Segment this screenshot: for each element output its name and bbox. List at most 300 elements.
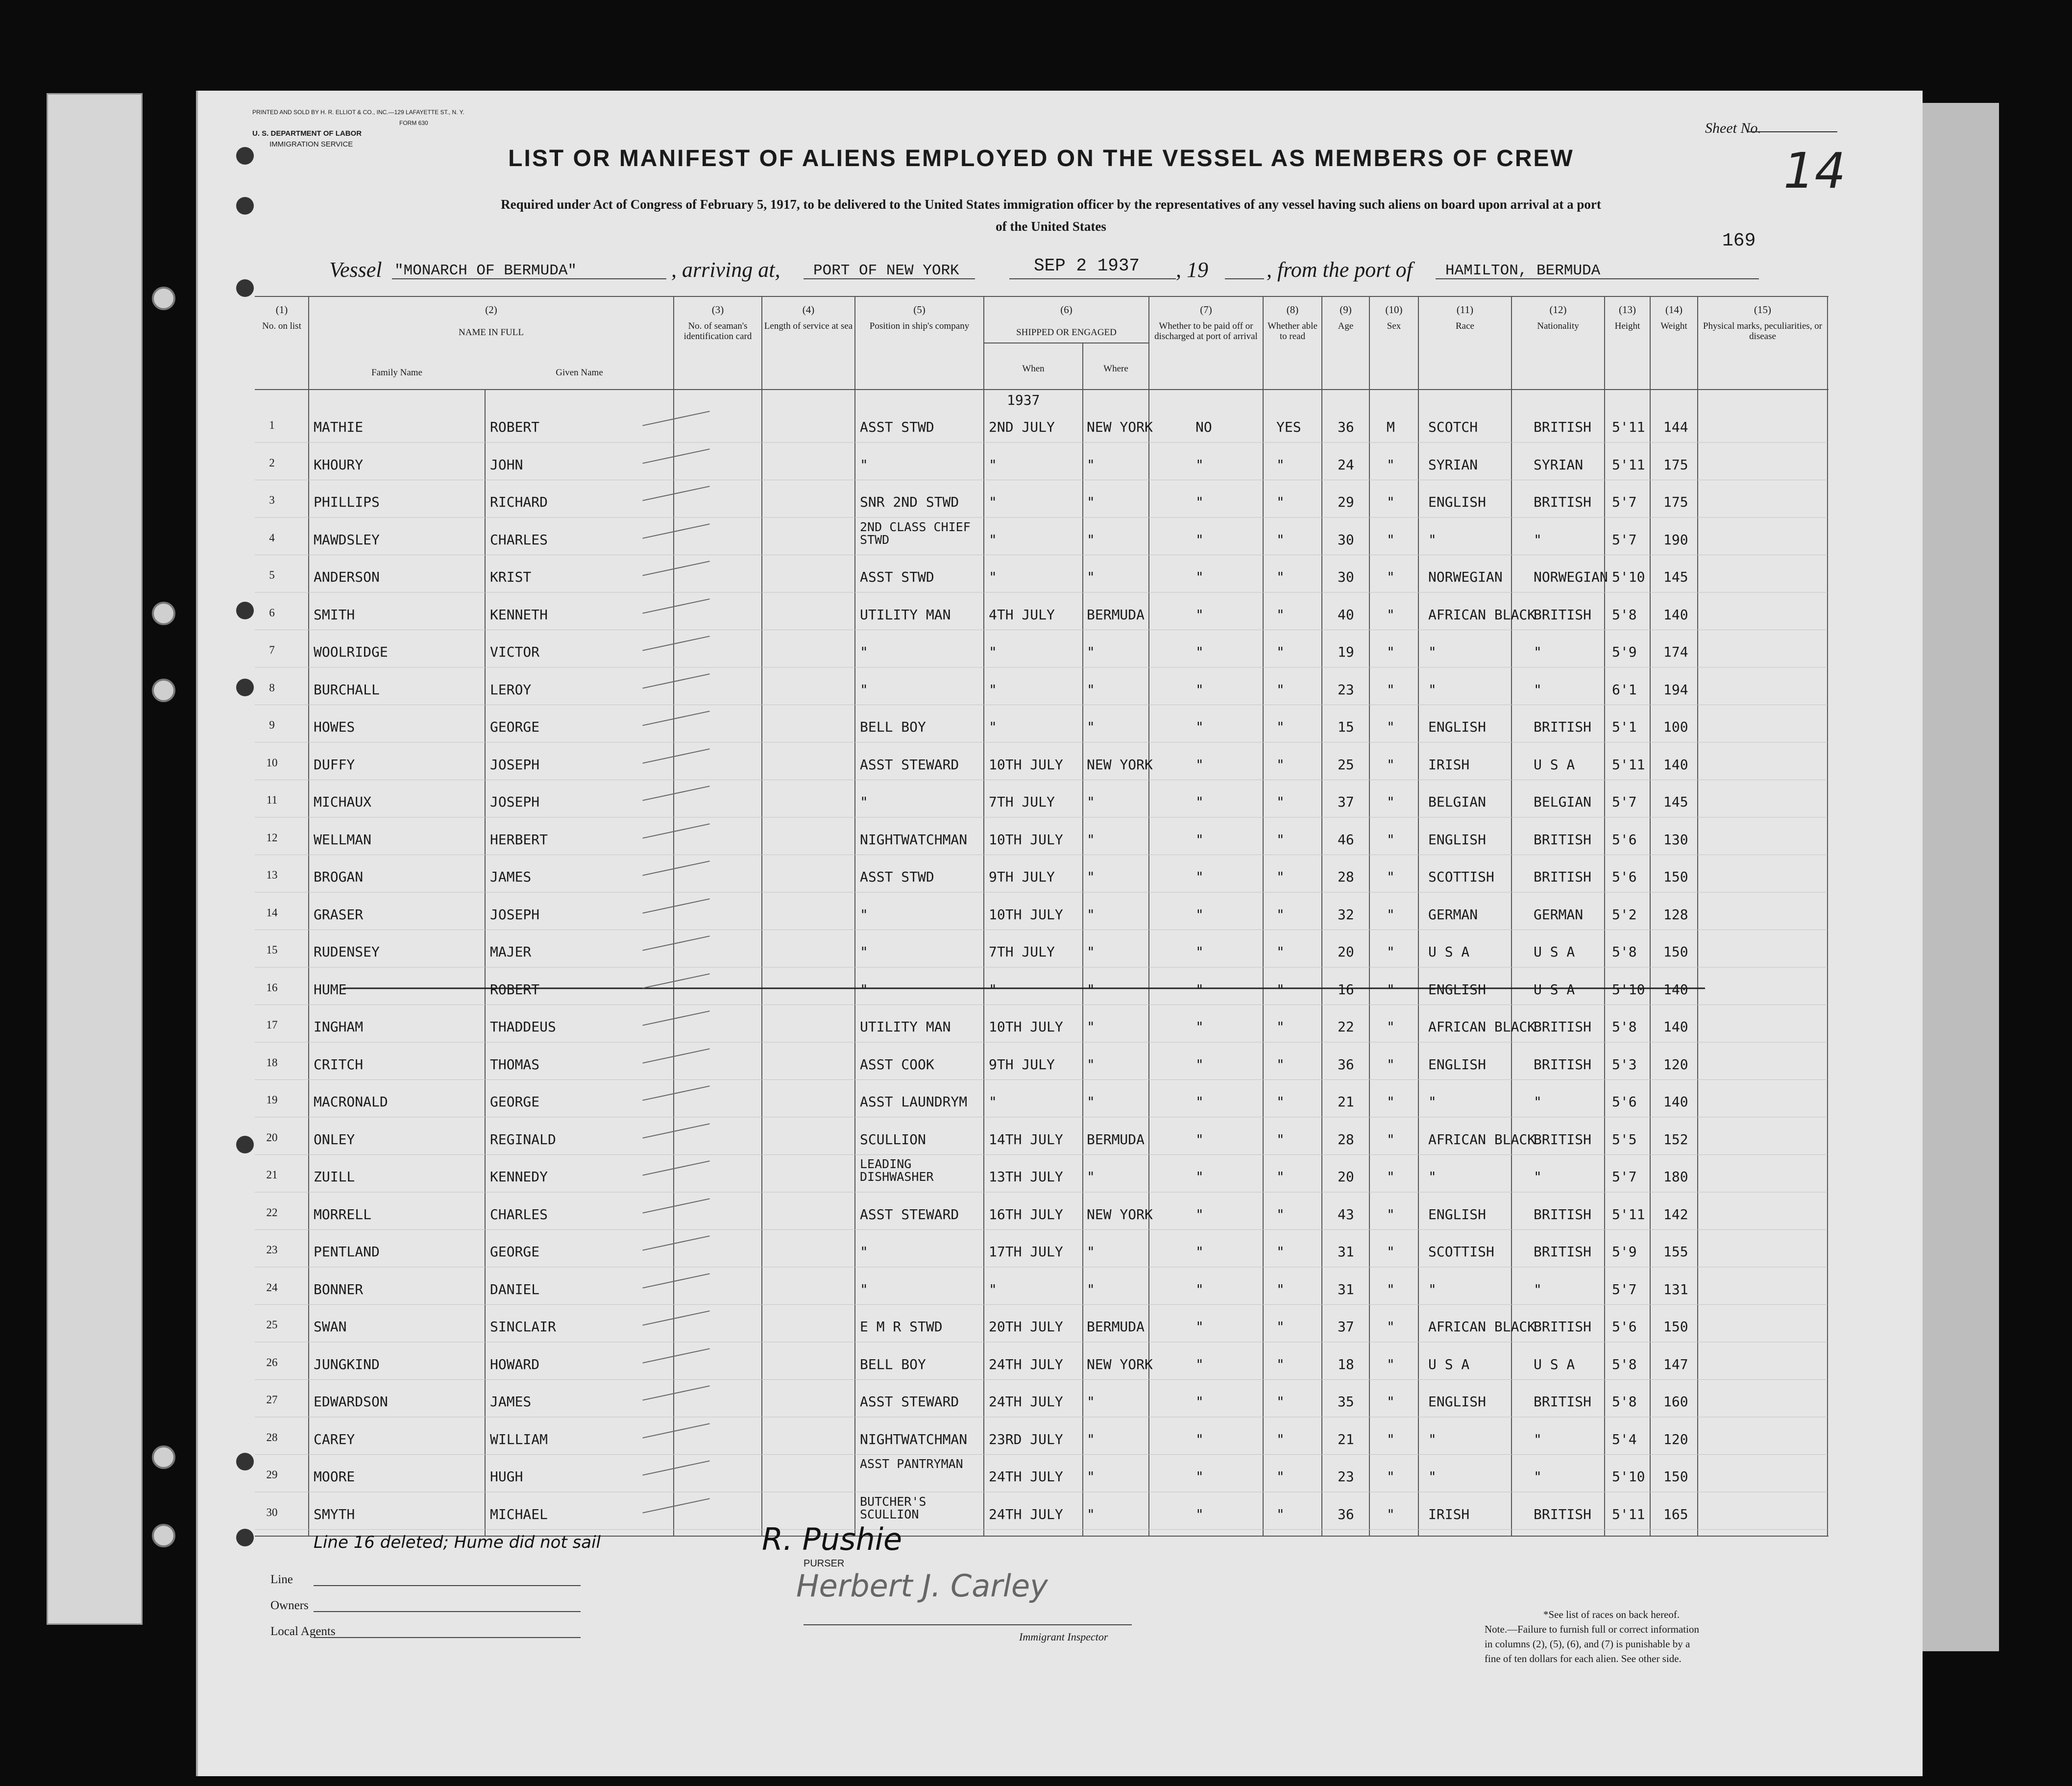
cell-height: 5'8 — [1612, 1019, 1637, 1035]
cell-given: RICHARD — [490, 494, 548, 510]
cell-race: ENGLISH — [1428, 1056, 1487, 1073]
cell-race: AFRICAN BLACK — [1428, 1019, 1536, 1035]
cell-sex: " — [1387, 569, 1395, 585]
owners-field[interactable] — [314, 1611, 581, 1612]
cell-no: 3 — [269, 494, 275, 506]
column-number: (13) — [1619, 304, 1636, 316]
cell-given: VICTOR — [490, 644, 540, 660]
cell-race: U S A — [1428, 944, 1470, 960]
cell-sex: " — [1387, 606, 1395, 623]
cell-where: " — [1087, 569, 1095, 585]
cell-where: " — [1087, 494, 1095, 510]
cell-age: 40 — [1338, 606, 1354, 623]
cell-height: 5'2 — [1612, 906, 1637, 923]
cell-age: 15 — [1338, 719, 1354, 735]
cell-paid: " — [1195, 1506, 1204, 1522]
cell-weight: 120 — [1663, 1431, 1688, 1447]
cell-weight: 160 — [1663, 1394, 1688, 1410]
cell-race: NORWEGIAN — [1428, 569, 1503, 585]
cell-sex: " — [1387, 1431, 1395, 1447]
cell-height: 5'7 — [1612, 1281, 1637, 1297]
column-heading: Whether able to read — [1268, 321, 1317, 342]
cell-no: 7 — [269, 644, 275, 656]
cell-weight: 140 — [1663, 606, 1688, 623]
cell-read: " — [1276, 1206, 1285, 1223]
cell-race: ENGLISH — [1428, 1206, 1487, 1223]
column-heading: Weight — [1660, 321, 1687, 331]
cell-weight: 120 — [1663, 1056, 1688, 1073]
cell-race: " — [1428, 1468, 1437, 1485]
cell-no: 6 — [269, 606, 275, 619]
cell-given: JOSEPH — [490, 756, 540, 773]
cell-paid: " — [1195, 569, 1204, 585]
cell-nat: " — [1534, 531, 1542, 548]
cell-no: 26 — [266, 1356, 278, 1369]
cell-family: BONNER — [314, 1281, 364, 1297]
cell-read: " — [1276, 494, 1285, 510]
line-field[interactable] — [314, 1585, 581, 1586]
cell-family: MOORE — [314, 1468, 355, 1485]
cell-read: " — [1276, 794, 1285, 810]
cell-family: PENTLAND — [314, 1244, 380, 1260]
cell-position: ASST STEWARD — [860, 1394, 959, 1410]
cell-position: " — [860, 456, 868, 473]
cell-nat: U S A — [1534, 756, 1575, 773]
cell-where: BERMUDA — [1087, 606, 1145, 623]
cell-where: " — [1087, 1394, 1095, 1410]
cell-paid: " — [1195, 906, 1204, 923]
cell-read: " — [1276, 869, 1285, 885]
cell-sex: " — [1387, 1468, 1395, 1485]
service-name: IMMIGRATION SERVICE — [269, 140, 353, 148]
cell-read: " — [1276, 944, 1285, 960]
vessel-name: "MONARCH OF BERMUDA" — [394, 262, 577, 279]
cell-when: 2ND JULY — [989, 419, 1055, 435]
column-subheading: Family Name — [371, 367, 422, 378]
cell-race: SCOTTISH — [1428, 1244, 1494, 1260]
cell-nat: U S A — [1534, 1356, 1575, 1372]
cell-position: " — [860, 794, 868, 810]
cell-weight: 144 — [1663, 419, 1688, 435]
cell-no: 19 — [266, 1094, 278, 1106]
cell-given: THADDEUS — [490, 1019, 556, 1035]
cell-paid: " — [1195, 981, 1204, 998]
cell-paid: " — [1195, 1319, 1204, 1335]
cell-age: 31 — [1338, 1244, 1354, 1260]
cell-paid: " — [1195, 1394, 1204, 1410]
inspector-field[interactable] — [804, 1624, 1132, 1625]
cell-read: " — [1276, 1431, 1285, 1447]
cell-position: LEADING DISHWASHER — [860, 1157, 934, 1184]
cell-no: 2 — [269, 456, 275, 469]
cell-sex: " — [1387, 1131, 1395, 1148]
cell-read: " — [1276, 1319, 1285, 1335]
cell-sex: " — [1387, 719, 1395, 735]
cell-where: NEW YORK — [1087, 1206, 1153, 1223]
cell-paid: " — [1195, 869, 1204, 885]
cell-weight: 145 — [1663, 569, 1688, 585]
cell-position: SCULLION — [860, 1131, 926, 1148]
cell-where: " — [1087, 531, 1095, 548]
cell-no: 1 — [269, 419, 275, 431]
cell-sex: " — [1387, 1506, 1395, 1522]
cell-given: HUGH — [490, 1468, 523, 1485]
cell-nat: " — [1534, 1281, 1542, 1297]
cell-paid: " — [1195, 606, 1204, 623]
cell-sex: " — [1387, 531, 1395, 548]
cell-age: 23 — [1338, 1468, 1354, 1485]
column-heading: SHIPPED OR ENGAGED — [1016, 327, 1117, 338]
cell-read: " — [1276, 831, 1285, 848]
cell-height: 5'9 — [1612, 1244, 1637, 1260]
cell-family: ZUILL — [314, 1169, 355, 1185]
column-number: (9) — [1340, 304, 1352, 316]
cell-when: 16TH JULY — [989, 1206, 1063, 1223]
column-number: (5) — [913, 304, 926, 316]
cell-age: 19 — [1338, 644, 1354, 660]
cell-family: SMITH — [314, 606, 355, 623]
cell-sex: " — [1387, 1169, 1395, 1185]
arrival-date: SEP 2 1937 — [1034, 256, 1140, 276]
cell-when: 23RD JULY — [989, 1431, 1063, 1447]
cell-nat: " — [1534, 1169, 1542, 1185]
cell-where: NEW YORK — [1087, 1356, 1153, 1372]
cell-position: SNR 2ND STWD — [860, 494, 959, 510]
column-number: (12) — [1549, 304, 1567, 316]
cell-paid: " — [1195, 644, 1204, 660]
cell-where: " — [1087, 1431, 1095, 1447]
cell-weight: 130 — [1663, 831, 1688, 848]
cell-when: " — [989, 719, 997, 735]
cell-when: 10TH JULY — [989, 756, 1063, 773]
cell-family: RUDENSEY — [314, 944, 380, 960]
footer-note — [1485, 1607, 1700, 1666]
cell-race: ENGLISH — [1428, 719, 1487, 735]
cell-sex: " — [1387, 1094, 1395, 1110]
cell-paid: " — [1195, 531, 1204, 548]
cell-nat: BELGIAN — [1534, 794, 1592, 810]
cell-height: 5'11 — [1612, 1506, 1645, 1522]
cell-position: " — [860, 644, 868, 660]
cell-no: 10 — [266, 756, 278, 769]
cell-paid: " — [1195, 1206, 1204, 1223]
cell-read: YES — [1276, 419, 1301, 435]
cell-paid: " — [1195, 1169, 1204, 1185]
form-number: FORM 630 — [399, 120, 428, 126]
cell-paid: " — [1195, 1356, 1204, 1372]
cell-age: 36 — [1338, 1506, 1354, 1522]
cell-given: THOMAS — [490, 1056, 540, 1073]
cell-family: BROGAN — [314, 869, 364, 885]
cell-height: 5'11 — [1612, 419, 1645, 435]
cell-read: " — [1276, 1131, 1285, 1148]
cell-when: 24TH JULY — [989, 1394, 1063, 1410]
cell-family: MAWDSLEY — [314, 531, 380, 548]
purser-signature: R. Pushie — [762, 1521, 902, 1557]
cell-when: " — [989, 644, 997, 660]
cell-race: GERMAN — [1428, 906, 1478, 923]
cell-given: REGINALD — [490, 1131, 556, 1148]
vessel-label: Vessel — [329, 258, 382, 282]
cell-read: " — [1276, 1394, 1285, 1410]
cell-age: 21 — [1338, 1094, 1354, 1110]
cell-height: 5'3 — [1612, 1056, 1637, 1073]
cell-height: 5'7 — [1612, 531, 1637, 548]
department-name: U. S. DEPARTMENT OF LABOR — [252, 129, 362, 138]
cell-position: E M R STWD — [860, 1319, 943, 1335]
cell-age: 24 — [1338, 456, 1354, 473]
cell-given: MICHAEL — [490, 1506, 548, 1522]
cell-no: 30 — [266, 1506, 278, 1518]
cell-when: " — [989, 1094, 997, 1110]
cell-position: BELL BOY — [860, 1356, 926, 1372]
column-heading: Physical marks, peculiarities, or disease — [1703, 321, 1823, 342]
cell-paid: " — [1195, 494, 1204, 510]
cell-race: " — [1428, 1094, 1437, 1110]
column-heading: Age — [1338, 321, 1354, 331]
cell-race: U S A — [1428, 1356, 1470, 1372]
cell-given: JOHN — [490, 456, 523, 473]
penalty-note: Note.—Failure to furnish full or correct information in columns (2), (5), (6), and (7) is punishable by a fine of ten dollars for each alien. See other side. — [1485, 1623, 1699, 1664]
cell-nat: BRITISH — [1534, 1394, 1592, 1410]
cell-where: " — [1087, 719, 1095, 735]
column-number: (6) — [1060, 304, 1073, 316]
cell-position: NIGHTWATCHMAN — [860, 1431, 968, 1447]
cell-when: 14TH JULY — [989, 1131, 1063, 1148]
cell-read: " — [1276, 1468, 1285, 1485]
cell-given: JAMES — [490, 869, 532, 885]
cell-height: 5'6 — [1612, 1094, 1637, 1110]
cell-race: " — [1428, 1431, 1437, 1447]
cell-no: 11 — [266, 794, 278, 806]
cell-given: HERBERT — [490, 831, 548, 848]
column-subheading: Where — [1103, 364, 1128, 374]
cell-position: " — [860, 1281, 868, 1297]
cell-read: " — [1276, 456, 1285, 473]
cell-when: 13TH JULY — [989, 1169, 1063, 1185]
cell-read: " — [1276, 1281, 1285, 1297]
cell-when: 9TH JULY — [989, 1056, 1055, 1073]
cell-race: BELGIAN — [1428, 794, 1487, 810]
cell-age: 43 — [1338, 1206, 1354, 1223]
agents-label: Local Agents — [270, 1625, 336, 1638]
from-port: HAMILTON, BERMUDA — [1445, 262, 1601, 279]
cell-age: 20 — [1338, 944, 1354, 960]
cell-race: ENGLISH — [1428, 1394, 1487, 1410]
cell-sex: " — [1387, 1319, 1395, 1335]
cell-paid: " — [1195, 756, 1204, 773]
cell-weight: 140 — [1663, 1094, 1688, 1110]
cell-read: " — [1276, 906, 1285, 923]
cell-when: 7TH JULY — [989, 794, 1055, 810]
cell-age: 35 — [1338, 1394, 1354, 1410]
column-number: (8) — [1286, 304, 1299, 316]
cell-no: 15 — [266, 944, 278, 956]
printer-line: PRINTED AND SOLD BY H. R. ELLIOT & CO., INC.—129 LAFAYETTE ST., N. Y. — [252, 109, 464, 116]
cell-weight: 100 — [1663, 719, 1688, 735]
cell-no: 28 — [266, 1431, 278, 1443]
cell-family: GRASER — [314, 906, 364, 923]
cell-weight: 131 — [1663, 1281, 1688, 1297]
cell-no: 18 — [266, 1056, 278, 1069]
cell-race: SCOTCH — [1428, 419, 1478, 435]
cell-nat: BRITISH — [1534, 1206, 1592, 1223]
cell-paid: " — [1195, 1019, 1204, 1035]
cell-when: 9TH JULY — [989, 869, 1055, 885]
cell-paid: " — [1195, 456, 1204, 473]
cell-given: JOSEPH — [490, 906, 540, 923]
cell-race: IRISH — [1428, 1506, 1470, 1522]
cell-sex: " — [1387, 906, 1395, 923]
cell-weight: 140 — [1663, 756, 1688, 773]
cell-sex: " — [1387, 1394, 1395, 1410]
subtitle-line-2: of the United States — [996, 219, 1106, 234]
cell-no: 12 — [266, 831, 278, 844]
cell-position: ASST STEWARD — [860, 756, 959, 773]
cell-read: " — [1276, 719, 1285, 735]
cell-family: ONLEY — [314, 1131, 355, 1148]
cell-age: 32 — [1338, 906, 1354, 923]
cell-where: " — [1087, 1169, 1095, 1185]
cell-nat: BRITISH — [1534, 869, 1592, 885]
cell-age: 22 — [1338, 1019, 1354, 1035]
column-heading: NAME IN FULL — [459, 327, 524, 338]
cell-no: 16 — [266, 981, 278, 994]
cell-age: 31 — [1338, 1281, 1354, 1297]
cell-nat: BRITISH — [1534, 419, 1592, 435]
cell-height: 5'7 — [1612, 494, 1637, 510]
cell-nat: " — [1534, 1431, 1542, 1447]
cell-weight: 165 — [1663, 1506, 1688, 1522]
cell-read: " — [1276, 644, 1285, 660]
owners-label: Owners — [270, 1599, 309, 1612]
cell-position: ASST STWD — [860, 419, 934, 435]
cell-where: " — [1087, 1506, 1095, 1522]
cell-where: BERMUDA — [1087, 1131, 1145, 1148]
cell-family: MORRELL — [314, 1206, 372, 1223]
cell-position: 2ND CLASS CHIEF STWD — [860, 519, 971, 547]
cell-height: 5'10 — [1612, 981, 1645, 998]
cell-paid: " — [1195, 681, 1204, 698]
cell-nat: SYRIAN — [1534, 456, 1584, 473]
arrival-port: PORT OF NEW YORK — [813, 262, 959, 279]
column-number: (11) — [1456, 304, 1474, 316]
cell-nat: BRITISH — [1534, 719, 1592, 735]
cell-read: " — [1276, 981, 1285, 998]
cell-weight: 174 — [1663, 644, 1688, 660]
cell-race: " — [1428, 531, 1437, 548]
cell-given: CHARLES — [490, 531, 548, 548]
cell-when: " — [989, 494, 997, 510]
cell-weight: 194 — [1663, 681, 1688, 698]
cell-weight: 155 — [1663, 1244, 1688, 1260]
cell-nat: U S A — [1534, 981, 1575, 998]
cell-height: 5'6 — [1612, 1319, 1637, 1335]
cell-read: " — [1276, 756, 1285, 773]
cell-no: 21 — [266, 1169, 278, 1181]
cell-family: KHOURY — [314, 456, 364, 473]
cell-read: " — [1276, 1356, 1285, 1372]
column-number: (14) — [1665, 304, 1682, 316]
cell-race: SCOTTISH — [1428, 869, 1494, 885]
cell-where: " — [1087, 1056, 1095, 1073]
cell-family: CRITCH — [314, 1056, 364, 1073]
cell-nat: BRITISH — [1534, 494, 1592, 510]
cell-height: 5'8 — [1612, 1394, 1637, 1410]
purser-label: PURSER — [804, 1558, 845, 1569]
cell-no: 17 — [266, 1019, 278, 1031]
inspector-label: Immigrant Inspector — [1019, 1631, 1108, 1643]
cell-family: MACRONALD — [314, 1094, 388, 1110]
cell-family: CAREY — [314, 1431, 355, 1447]
cell-where: " — [1087, 1094, 1095, 1110]
cell-race: " — [1428, 644, 1437, 660]
cell-age: 37 — [1338, 794, 1354, 810]
races-note: *See list of races on back hereof. — [1543, 1609, 1680, 1620]
cell-when: " — [989, 456, 997, 473]
cell-age: 16 — [1338, 981, 1354, 998]
cell-race: ENGLISH — [1428, 831, 1487, 848]
cell-given: ROBERT — [490, 419, 540, 435]
cell-position: " — [860, 906, 868, 923]
column-heading: Length of service at sea — [764, 321, 853, 331]
arriving-label: , arriving at, — [671, 258, 780, 282]
column-heading: No. of seaman's identification card — [683, 321, 752, 342]
cell-nat: GERMAN — [1534, 906, 1584, 923]
inspector-signature: Herbert J. Carley — [796, 1568, 1048, 1604]
deletion-note: Line 16 deleted; Hume did not sail — [314, 1533, 601, 1552]
cell-where: NEW YORK — [1087, 756, 1153, 773]
cell-when: 17TH JULY — [989, 1244, 1063, 1260]
cell-position: ASST PANTRYMAN — [860, 1457, 963, 1471]
cell-weight: 140 — [1663, 981, 1688, 998]
cell-given: WILLIAM — [490, 1431, 548, 1447]
cell-weight: 142 — [1663, 1206, 1688, 1223]
cell-where: " — [1087, 944, 1095, 960]
cell-given: CHARLES — [490, 1206, 548, 1223]
cell-family: PHILLIPS — [314, 494, 380, 510]
page-title: LIST OR MANIFEST OF ALIENS EMPLOYED ON THE VESSEL AS MEMBERS OF CREW — [508, 146, 1574, 171]
cell-race: AFRICAN BLACK — [1428, 1131, 1536, 1148]
cell-read: " — [1276, 1019, 1285, 1035]
cell-height: 5'8 — [1612, 606, 1637, 623]
subtitle-line-1: Required under Act of Congress of February 5, 1917, to be delivered to the United States immigration officer by the representatives of any vessel having such aliens on board upon arrival at a port — [501, 197, 1601, 212]
cell-race: " — [1428, 681, 1437, 698]
agents-field[interactable] — [314, 1637, 581, 1638]
cell-weight: 152 — [1663, 1131, 1688, 1148]
cell-where: " — [1087, 681, 1095, 698]
cell-family: EDWARDSON — [314, 1394, 388, 1410]
cell-family: SMYTH — [314, 1506, 355, 1522]
cell-nat: " — [1534, 681, 1542, 698]
from-port-label: , from the port of — [1267, 258, 1413, 282]
cell-nat: " — [1534, 644, 1542, 660]
cell-position: " — [860, 681, 868, 698]
cell-height: 5'8 — [1612, 1356, 1637, 1372]
cell-position: UTILITY MAN — [860, 606, 951, 623]
column-subheading: When — [1022, 364, 1045, 374]
cell-position: NIGHTWATCHMAN — [860, 831, 968, 848]
cell-family: INGHAM — [314, 1019, 364, 1035]
cell-no: 8 — [269, 681, 275, 694]
cell-sex: " — [1387, 869, 1395, 885]
cell-family: WELLMAN — [314, 831, 372, 848]
column-heading: Sex — [1387, 321, 1401, 331]
cell-nat: NORWEGIAN — [1534, 569, 1608, 585]
cell-position: " — [860, 981, 868, 998]
cell-family: HOWES — [314, 719, 355, 735]
cell-position: BELL BOY — [860, 719, 926, 735]
